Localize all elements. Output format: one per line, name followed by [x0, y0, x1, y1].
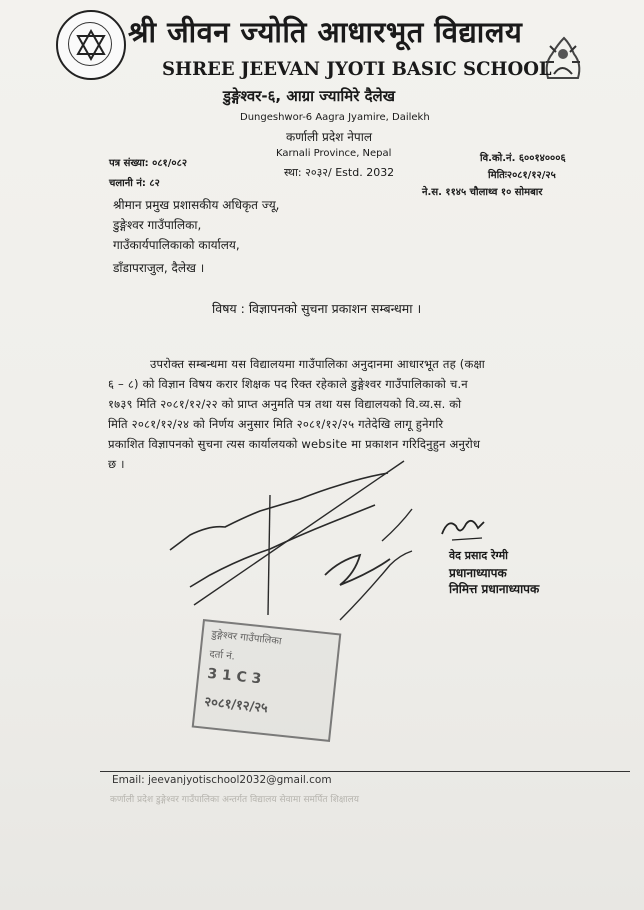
headmaster-signature — [438, 512, 488, 548]
recipient-line: श्रीमान प्रमुख प्रशासकीय अधिकृत ज्यू, — [113, 198, 280, 212]
footer-divider — [100, 771, 630, 772]
province-english: Karnali Province, Nepal — [276, 148, 392, 159]
subject-line: विषय : विज्ञापनको सुचना प्रकाशन सम्बन्धमा । — [212, 301, 422, 316]
school-name-english: SHREE JEEVAN JYOTI BASIC SCHOOL — [162, 58, 552, 80]
footer-email: Email: jeevanjyotischool2032@gmail.com — [112, 774, 332, 786]
recipient-line: गाउँकार्यपालिकाको कार्यालय, — [113, 238, 240, 252]
stamp-label: दर्ता नं. — [208, 648, 236, 663]
registration-stamp — [192, 619, 342, 742]
recipient-line: डाँडापराजुल, दैलेख । — [113, 261, 205, 275]
body-line: उपरोक्त सम्बन्धमा यस विद्यालयमा गाउँपालिका अनुदानमा आधारभूत तह (कक्षा — [150, 357, 485, 371]
stamp-number: 3 1 C 3 — [206, 665, 263, 688]
nepal-emblem-logo — [56, 10, 126, 80]
nepal-sambat-date: ने.स. ११४५ चौलाथ्व १० सोमबार — [422, 187, 543, 198]
body-line: ६ – ८) को विज्ञान विषय करार शिक्षक पद रिक्त रहेकाले डुङ्गेश्वर गाउँपालिकाको च.न — [108, 377, 468, 391]
letter-date: मितिः२०८१/१२/२५ — [488, 170, 556, 181]
body-line: १७३९ मिति २०८१/१२/२२ को प्राप्त अनुमति पत्र तथा यस विद्यालयको वि.व्य.स. को — [108, 397, 462, 411]
headmaster-title: प्रधानाध्यापक — [449, 566, 507, 580]
address-english: Dungeshwor-6 Aagra Jyamire, Dailekh — [240, 112, 430, 123]
body-line: छ । — [108, 457, 125, 471]
established-year: स्था: २०३२/ Estd. 2032 — [284, 166, 395, 179]
headmaster-name: वेद प्रसाद रेग्मी — [449, 549, 509, 562]
recipient-line: डुङ्गेश्वर गाउँपालिका, — [113, 218, 202, 232]
stamp-date: २०८१/१२/२५ — [203, 694, 269, 717]
body-line: मिति २०८१/१२/२४ को निर्णय अनुसार मिति २०८१/१२/२५ गतेदेखि लागू हुनेगरि — [108, 417, 444, 431]
dispatch-number: चलानी नं: ८२ — [109, 178, 160, 189]
province-nepali: कर्णाली प्रदेश नेपाल — [286, 130, 372, 144]
body-line: प्रकाशित विज्ञापनको सुचना त्यस कार्यालयको website मा प्रकाशन गरिदिनुहुन अनुरोध — [108, 437, 481, 451]
footer-faded-text: कर्णाली प्रदेश डुङ्गेश्वर गाउँपालिका अन्तर्गत विद्यालय सेवामा समर्पित शिक्षालय — [110, 795, 359, 805]
school-code: वि.को.नं. ६००१४०००६ — [480, 153, 566, 164]
stamp-office: डुङ्गेश्वर गाउँपालिका — [210, 629, 283, 648]
address-nepali: डुङ्गेश्वर-६, आग्रा ज्यामिरे दैलेख — [223, 87, 395, 105]
headmaster-role: निमित्त प्रधानाध्यापक — [449, 582, 540, 596]
letter-number: पत्र संख्या: ०८१/०८२ — [109, 158, 188, 169]
school-name-nepali: श्री जीवन ज्योति आधारभूत विद्यालय — [128, 15, 523, 49]
handwritten-annotation — [150, 455, 430, 625]
